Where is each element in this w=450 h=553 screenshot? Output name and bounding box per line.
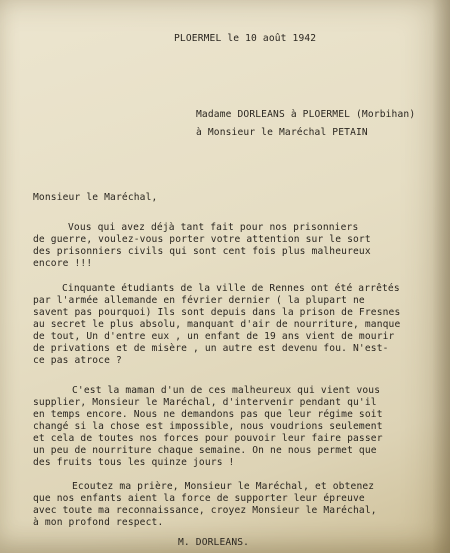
paragraph-1-line: Vous qui avez déjà tant fait pour nos prisonniers xyxy=(68,222,359,233)
paragraph-1-line: des prisonniers civils qui sont cent fois plus malheureux xyxy=(33,246,371,257)
paragraph-2-line: Cinquante étudiants de la ville de Rennes ont été arrêtés xyxy=(62,283,400,294)
paragraph-3-line: un peu de nourriture chaque semaine. On ne nous permet que xyxy=(33,445,377,456)
recipient-line: à Monsieur le Maréchal PETAIN xyxy=(196,127,368,138)
paragraph-2-line: de privations et de misère , un autre est devenu fou. N'est- xyxy=(33,343,389,354)
salutation: Monsieur le Maréchal, xyxy=(33,192,158,203)
sender-line: Madame DORLEANS à PLOERMEL (Morbihan) xyxy=(196,109,416,120)
place-date: PLOERMEL le 10 août 1942 xyxy=(174,33,317,44)
paragraph-2-line: ce pas atroce ? xyxy=(33,355,122,366)
paragraph-4-line: avec toute ma reconnaissance, croyez Monsieur le Maréchal, xyxy=(33,505,377,516)
signature: M. DORLEANS. xyxy=(178,537,250,548)
paragraph-4-line: à mon profond respect. xyxy=(33,517,164,528)
paragraph-2-line: au secret le plus absolu, manquant d'air de nourriture, manque xyxy=(33,319,401,330)
paragraph-3-line: supplier, Monsieur le Maréchal, d'intervenir pendant qu'il xyxy=(33,397,377,408)
paragraph-2-line: savent pas pourquoi) Ils sont depuis dans la prison de Fresnes xyxy=(33,307,401,318)
paragraph-3-line: en temps encore. Nous ne demandons pas que leur régime soit xyxy=(33,409,383,420)
paragraph-4-line: que nos enfants aient la force de supporter leur épreuve xyxy=(33,493,365,504)
paragraph-4-line: Ecoutez ma prière, Monsieur le Maréchal, et obtenez xyxy=(72,481,375,492)
paragraph-3-line: changé si la chose est impossible, nous voudrions seulement xyxy=(33,421,383,432)
paragraph-2-line: de tout, Un d'entre eux , un enfant de 19 ans vient de mourir xyxy=(33,331,395,342)
paragraph-2-line: par l'armée allemande en février dernier ( la plupart ne xyxy=(33,295,365,306)
paragraph-1-line: de guerre, voulez-vous porter votre attention sur le sort xyxy=(33,234,371,245)
page-edge-shadow xyxy=(432,0,450,553)
paragraph-1-line: encore !!! xyxy=(33,258,93,269)
paragraph-3-line: et cela de toutes nos forces pour pouvoir leur faire passer xyxy=(33,433,383,444)
paragraph-3-line: des fruits tous les quinze jours ! xyxy=(33,457,235,468)
paragraph-3-line: C'est la maman d'un de ces malheureux qui vient vous xyxy=(72,385,381,396)
